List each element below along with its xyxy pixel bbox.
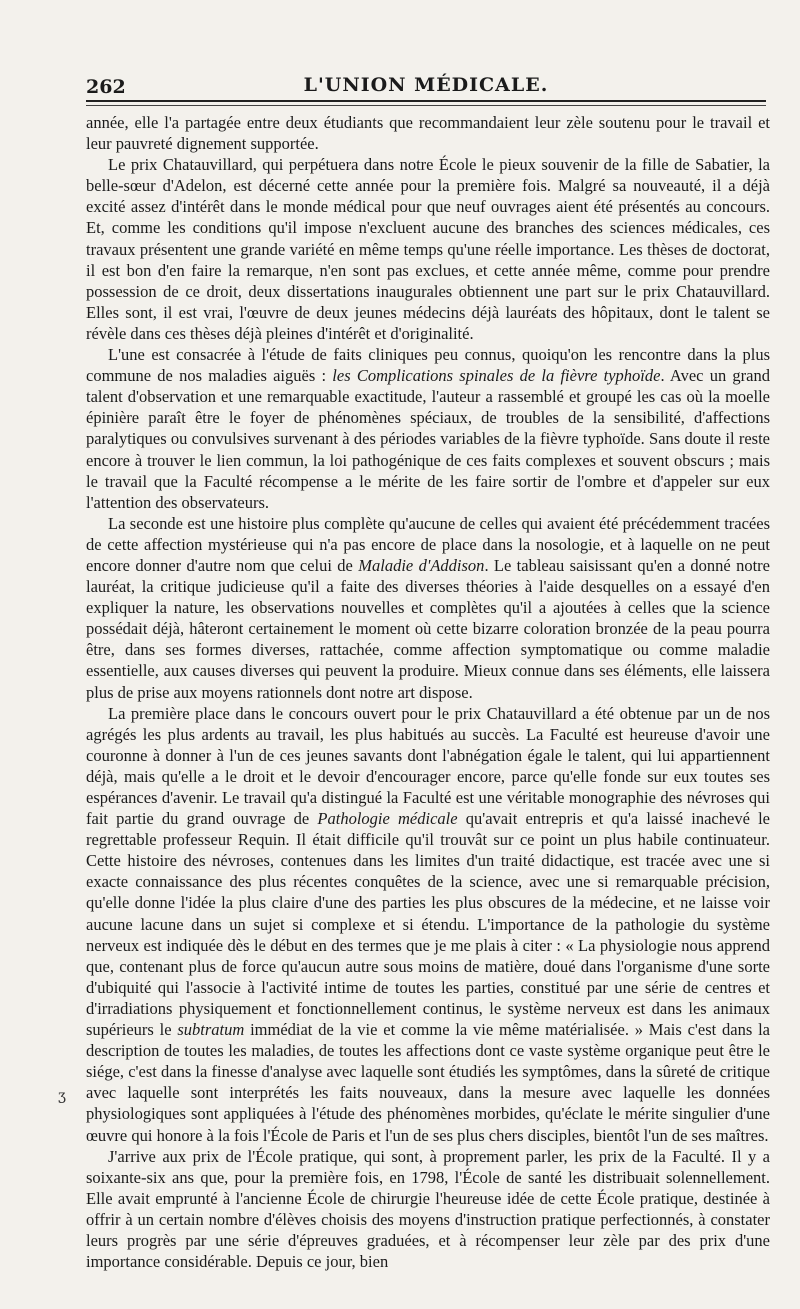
paragraph [86,513,770,703]
text-run: qu'avait entrepris et qu'a laissé inachevé le regrettable professeur Requin. Il était difficile qu'il trouvât sur ce point un plus habile continuateur. Cette histoire des névroses, contenues dans les limites d'un traité didactique, est tracée avec une si exacte connaissance des plus récentes conquêtes de la science, avec une si remarquable précision, qu'elle donne l'idée la plus claire d'une des parties les plus obscures de la médecine, et ne laisse voir aucune lacune dans un sujet si complexe et si étendu. L'importance de la pathologie du système nerveux est indiquée dès le début en des termes que je me plais à citer : « La physiologie nous apprend que, contenant plus de force qu'aucun autre sous moins de matière, doué dans l'organisme d'une sorte d'ubiquité qui l'associe à l'activité intime de toutes les parties, constitué par une série de centres et d'irradiations physiquement et fonctionnellement continus, le système nerveux est dans les animaux supérieurs le [86,809,770,1040]
italic-title: Maladie d'Addison [358,555,485,575]
text-run: immédiat de la vie et comme la vie même matérialisée. » Mais c'est dans la description de toutes les maladies, de toutes les affections dont ce vaste système organique peut être le siége, c'est dans la finesse d'analyse avec laquelle sont étudiés les symptômes, dans la sûreté de critique avec laquelle sont interprétés les faits nouveaux, dans la mesure avec laquelle les données physiologiques sont appliquées à l'étude des phénomènes morbides, qu'éclate le mérite singulier d'une œuvre qui honore à la fois l'École de Paris et l'un de ses plus chers disciples, bientôt l'un de ses maîtres. [86,1020,770,1145]
text-run: J'arrive aux prix de l'École pratique, qui sont, à proprement parler, les prix de la Faculté. Il y a soixante-six ans que, pour la première fois, en 1798, l'École de santé les distribuait solennellement. Elle avait emprunté à l'ancienne École de chirurgie l'heureuse idée de cette École pratique, destinée à offrir à un certain nombre d'élèves choisis des moyens d'instruction pratique perfectionnés, à constater leurs progrès par une série d'épreuves graduées, et à récompenser leur zèle par des prix d'une importance considérable. Depuis ce jour, bien [86,1146,770,1272]
text-run: La première place dans le concours ouvert pour le prix Chatauvillard a été obtenue par un de nos agrégés les plus ardents au travail, les plus habitués au succès. La Faculté est heureuse d'avoir une couronne à donner à l'un de ces jeunes savants dont l'abnégation égale le talent, qui lui appartiennent déjà, mais qu'elle a le droit et le devoir d'encourager encore, parce qu'elle fonde sur eux toutes ses espérances d'avenir. Le travail qu'a distingué la Faculté est une véritable monographie des névroses qui fait partie du grand ouvrage de [86,703,770,829]
text-run: Le prix Chatauvillard, qui perpétuera dans notre École le pieux souvenir de la fille de Sabatier, la belle-sœur d'Adelon, est décerné cette année pour la première fois. Malgré sa nouveauté, il a déjà excité assez d'intérêt dans le monde médical pour que neuf ouvrages aient été présentés au concours. Et, comme les conditions qu'il impose n'excluent aucune des branches des sciences médicales, ces travaux présentent une grande variété en même temps qu'une réelle importance. Les thèses de doctorat, il est bon d'en faire la remarque, n'en sont pas exclues, et cette année même, comme pour prendre possession de ce droit, deux dissertations inaugurales obtiennent une part sur le prix Chatauvillard. Elles sont, il est vrai, l'œuvre de deux jeunes médecins déjà lauréats des hôpitaux, dont le talent se révèle dans ces thèses déjà pleines d'intérêt et d'originalité. [86,155,770,343]
text-run: . Avec un grand talent d'observation et une remarquable exactitude, l'auteur a rassemblé et groupé les cas où la moelle épinière paraît être le foyer de phénomènes spéciaux, de troubles de la sensibilité, d'affections paralytiques ou convulsives survenant à des périodes variables de la fièvre typhoïde. Sans doute il reste encore à trouver le lien commun, la loi pathogénique de ces faits complexes et souvent obscurs ; mais le travail que la Faculté récompense a le mérite de les faire sortir de l'ombre et d'appeler sur eux l'attention des observateurs. [86,366,770,512]
paragraph [86,154,770,344]
page-number: 262 [86,76,126,98]
margin-mark: ʒ [58,1088,66,1104]
header-rule-thin [86,105,766,106]
italic-title: les Complications spinales de la fièvre typhoïde [332,366,661,386]
italic-title: subtratum [177,1020,245,1040]
paragraph [86,703,770,1146]
header-rule [86,100,766,102]
page-header [86,72,766,102]
paragraph [86,112,770,154]
body-text [86,112,770,1272]
text-run: L'une est consacrée à l'étude de faits cliniques peu connus, quoiqu'on les rencontre dans la plus commune de nos maladies aiguës : [86,345,770,386]
paragraph [86,1146,770,1273]
running-head: L'UNION MÉDICALE. [303,74,549,96]
text-run: . Le tableau saisissant qu'en a donné notre lauréat, la critique judicieuse qu'il a faite des diverses théories à l'aide desquelles on a essayé d'en expliquer la nature, les observations nouvelles et complètes qu'il a ajoutées à celles que la science possédait déjà, hâteront certainement le moment où cette bizarre coloration bronzée de la peau pourra être, dans ses formes diverses, rattachée, comme affection symptomatique ou comme maladie essentielle, aux causes diverses qui peuvent la produire. Mieux connue dans ses éléments, elle laissera plus de prise aux moyens rationnels dont notre art dispose. [86,555,770,702]
text-run: La seconde est une histoire plus complète qu'aucune de celles qui avaient été précédemment tracées de cette affection mystérieuse qui n'a pas encore de place dans la nosologie, et à laquelle on ne peut encore donner d'autre nom que celui de [86,513,770,575]
italic-title: Pathologie médicale [317,809,458,829]
paragraph [86,344,770,513]
text-run: année, elle l'a partagée entre deux étudiants que recommandaient leur zèle soutenu pour le travail et leur pauvreté dignement supportée. [86,113,770,154]
